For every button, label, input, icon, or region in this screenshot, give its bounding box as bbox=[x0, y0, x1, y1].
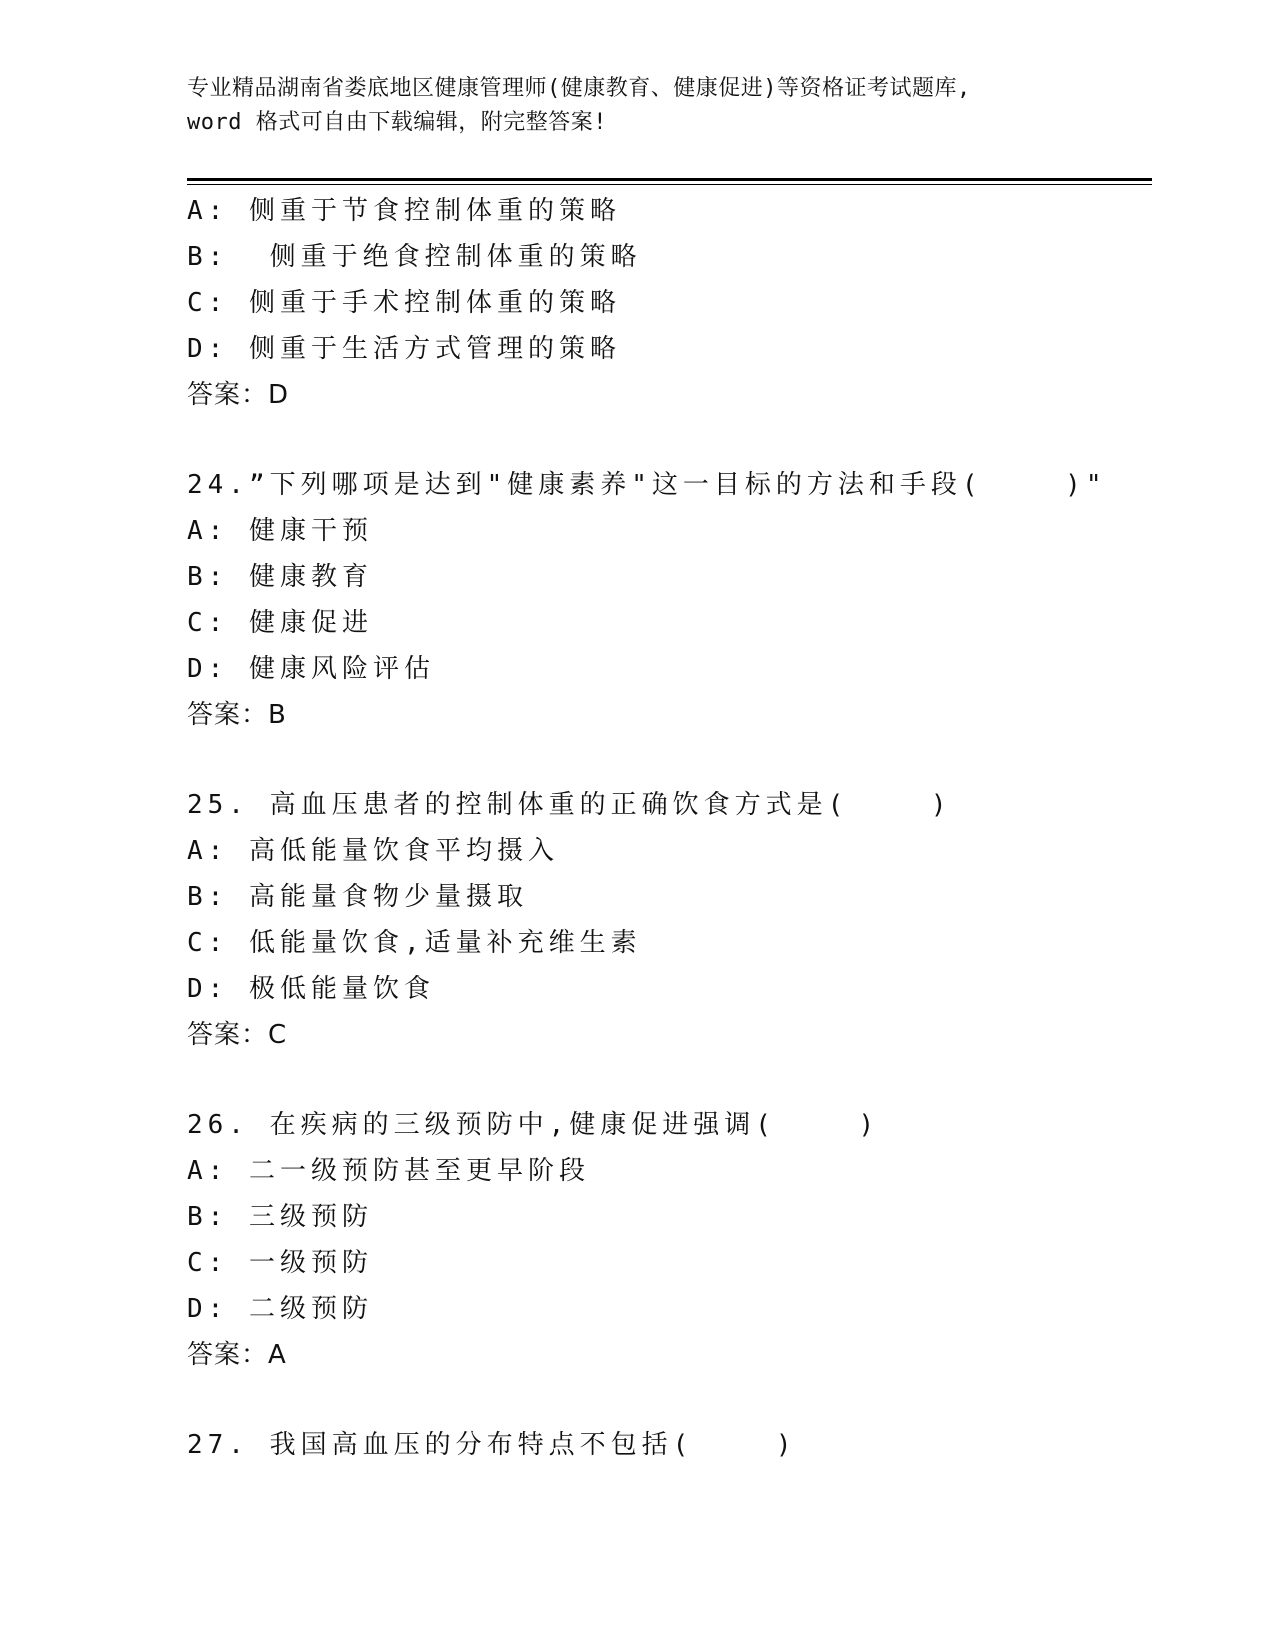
option-d: D: 二级预防 bbox=[187, 1294, 373, 1324]
answer-text: 答案：D bbox=[187, 380, 290, 410]
question-26 bbox=[187, 1102, 1152, 1378]
question-stem: 26. 在疾病的三级预防中,健康促进强调( ) bbox=[187, 1110, 880, 1140]
option-a: A: 二一级预防甚至更早阶段 bbox=[187, 1156, 590, 1186]
question-23-continued bbox=[187, 188, 1152, 418]
question-25 bbox=[187, 782, 1152, 1058]
header-divider-thick bbox=[187, 178, 1152, 181]
option-a: A: 侧重于节食控制体重的策略 bbox=[187, 196, 621, 226]
option-b: B: 高能量食物少量摄取 bbox=[187, 882, 528, 912]
question-24 bbox=[187, 462, 1152, 738]
spacer bbox=[187, 1058, 1152, 1102]
question-27 bbox=[187, 1422, 1152, 1468]
question-stem: 27. 我国高血压的分布特点不包括( ) bbox=[187, 1430, 797, 1460]
spacer bbox=[187, 1378, 1152, 1422]
option-c: C: 低能量饮食,适量补充维生素 bbox=[187, 928, 642, 958]
spacer bbox=[187, 418, 1152, 462]
option-d: D: 健康风险评估 bbox=[187, 654, 435, 684]
option-c: C: 一级预防 bbox=[187, 1248, 373, 1278]
option-a: A: 高低能量饮食平均摄入 bbox=[187, 836, 559, 866]
option-d: D: 侧重于生活方式管理的策略 bbox=[187, 334, 621, 364]
answer-text: 答案：C bbox=[187, 1020, 288, 1050]
header-line-1: 专业精品湖南省娄底地区健康管理师(健康教育、健康促进)等资格证考试题库, bbox=[187, 76, 971, 101]
header-line-2: word 格式可自由下载编辑，附完整答案! bbox=[187, 110, 607, 135]
option-c: C: 健康促进 bbox=[187, 608, 373, 638]
question-stem: 24.”下列哪项是达到"健康素养"这一目标的方法和手段( )" bbox=[187, 470, 1107, 500]
spacer bbox=[187, 738, 1152, 782]
document-header bbox=[187, 72, 1067, 140]
option-d: D: 极低能量饮食 bbox=[187, 974, 435, 1004]
question-stem: 25. 高血压患者的控制体重的正确饮食方式是( ) bbox=[187, 790, 952, 820]
option-b: B: 侧重于绝食控制体重的策略 bbox=[187, 242, 642, 272]
answer-text: 答案：B bbox=[187, 700, 287, 730]
question-list bbox=[187, 188, 1152, 1468]
option-b: B: 健康教育 bbox=[187, 562, 373, 592]
answer-text: 答案：A bbox=[187, 1340, 287, 1370]
option-a: A: 健康干预 bbox=[187, 516, 373, 546]
header-divider-thin bbox=[187, 184, 1152, 185]
option-c: C: 侧重于手术控制体重的策略 bbox=[187, 288, 621, 318]
option-b: B: 三级预防 bbox=[187, 1202, 373, 1232]
